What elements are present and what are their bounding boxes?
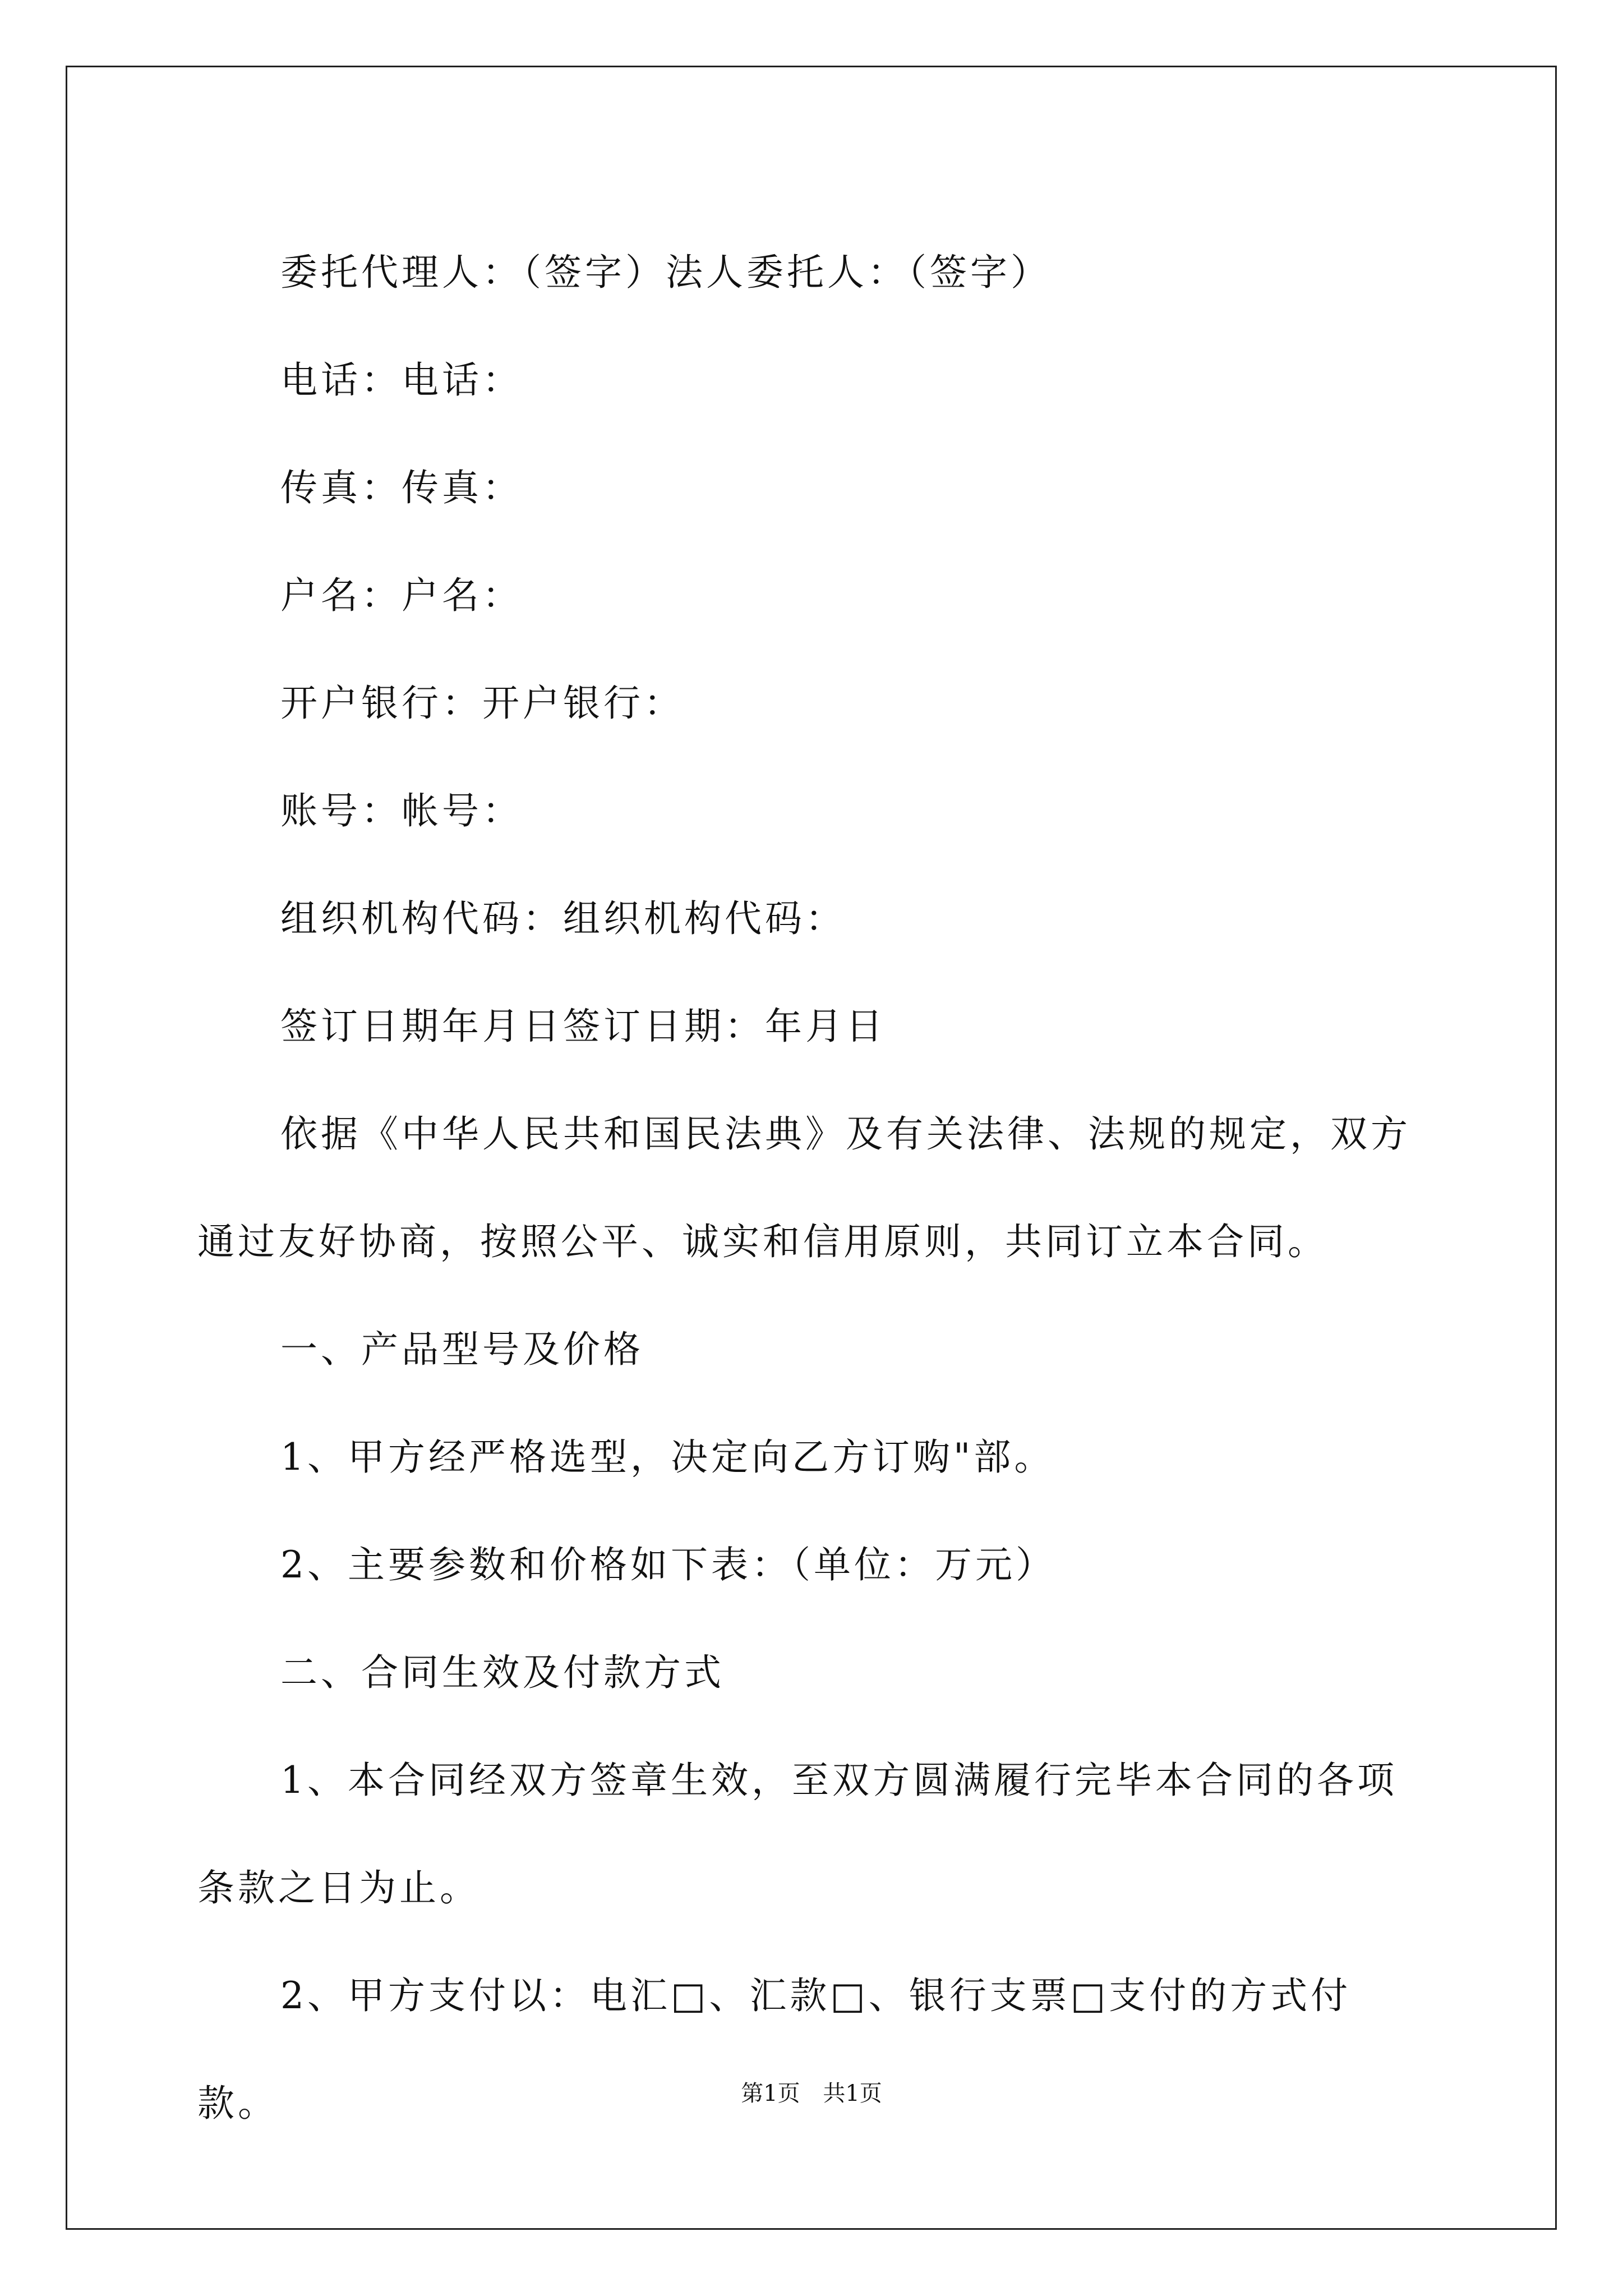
page-footer <box>0 2076 1623 2108</box>
paragraph-account-name: 户名：户名： <box>280 574 523 617</box>
paragraph-price-table-intro: 2、主要参数和价格如下表：（单位：万元） <box>280 1543 1056 1586</box>
paragraph-contract-effect: 1、本合同经双方签章生效，至双方圆满履行完毕本合同的各项条款之日为止。 <box>197 1759 1398 1910</box>
paragraph-org-code: 组织机构代码：组织机构代码： <box>280 897 846 940</box>
paragraph-sign-date: 签订日期年月日签订日期：年月日 <box>280 1005 886 1048</box>
paragraph-fax: 传真：传真： <box>280 466 523 509</box>
document-body <box>197 219 1431 2157</box>
paragraph-account-number: 账号：帐号： <box>280 789 523 832</box>
page-number-current: 第1页 <box>741 2081 800 2106</box>
paragraph-payment-method: 2、甲方支付以：电汇□、汇款□、银行支票□支付的方式付款。 <box>197 1974 1352 2125</box>
page-number-total: 共1页 <box>823 2081 882 2106</box>
paragraph-bank: 开户银行：开户银行： <box>280 682 684 725</box>
paragraph-preamble: 依据《中华人民共和国民法典》及有关法律、法规的规定，双方通过友好协商，按照公平、诚实和信用原则，共同订立本合同。 <box>197 1112 1411 1263</box>
paragraph-product-selection: 1、甲方经严格选型，决定向乙方订购"部。 <box>280 1435 1055 1479</box>
paragraph-agent-signature: 委托代理人：（签字）法人委托人：（签字） <box>280 251 1051 294</box>
paragraph-phone: 电话：电话： <box>280 358 523 402</box>
section-heading-effect-payment: 二、合同生效及付款方式 <box>280 1651 725 1694</box>
section-heading-products: 一、产品型号及价格 <box>280 1328 644 1371</box>
